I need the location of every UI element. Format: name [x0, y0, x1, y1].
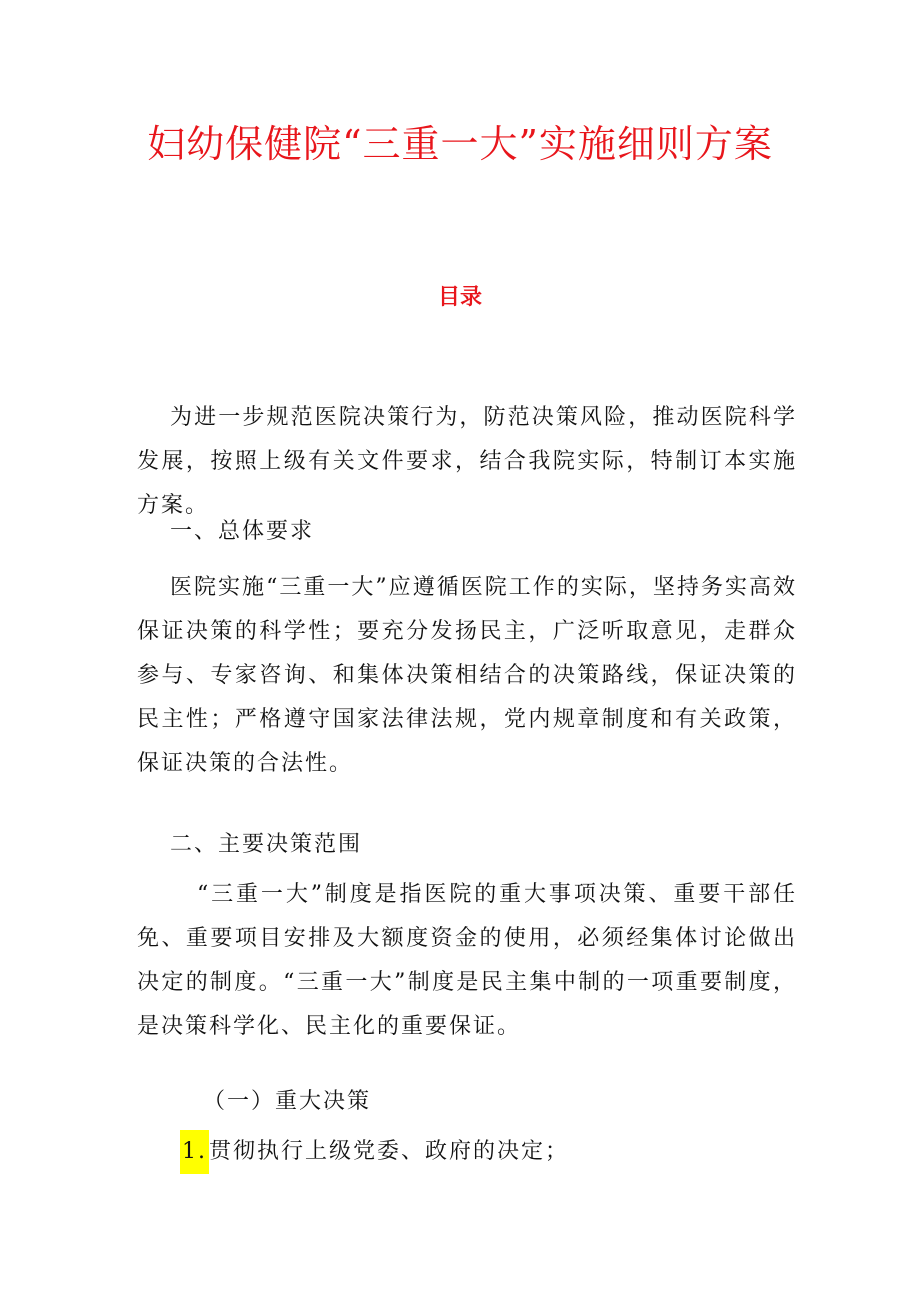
intro-paragraph: 为进一步规范医院决策行为，防范决策风险，推动医院科学发展，按照上级有关文件要求，结合我院实际，特制订本实施方案。: [137, 405, 797, 518]
section2-paragraph: “三重一大”制度是指医院的重大事项决策、重要干部任免、重要项目安排及大额度资金的使用，必须经集体讨论做出决定的制度。“三重一大”制度是民主集中制的一项重要制度，是决策科学化、民主化的重要保证。: [137, 882, 797, 1039]
highlighted-item-number: 1.: [180, 1130, 209, 1174]
list-item: [180, 1130, 569, 1174]
toc-heading: 目录: [437, 285, 482, 310]
section2-heading: 二、主要决策范围: [170, 832, 363, 857]
subsection1-heading: （一）重大决策: [203, 1089, 372, 1114]
section1-heading: 一、总体要求: [170, 519, 315, 544]
document-title: 妇幼保健院“三重一大”实施细则方案: [147, 122, 773, 166]
list-item-text: 贯彻执行上级党委、政府的决定；: [209, 1139, 570, 1164]
section1-paragraph: 医院实施“三重一大”应遵循医院工作的实际，坚持务实高效保证决策的科学性；要充分发扬民主，广泛听取意见，走群众参与、专家咨询、和集体决策相结合的决策路线，保证决策的民主性；严格遵守国家法律法规，党内规章制度和有关政策，保证决策的合法性。: [137, 575, 797, 776]
